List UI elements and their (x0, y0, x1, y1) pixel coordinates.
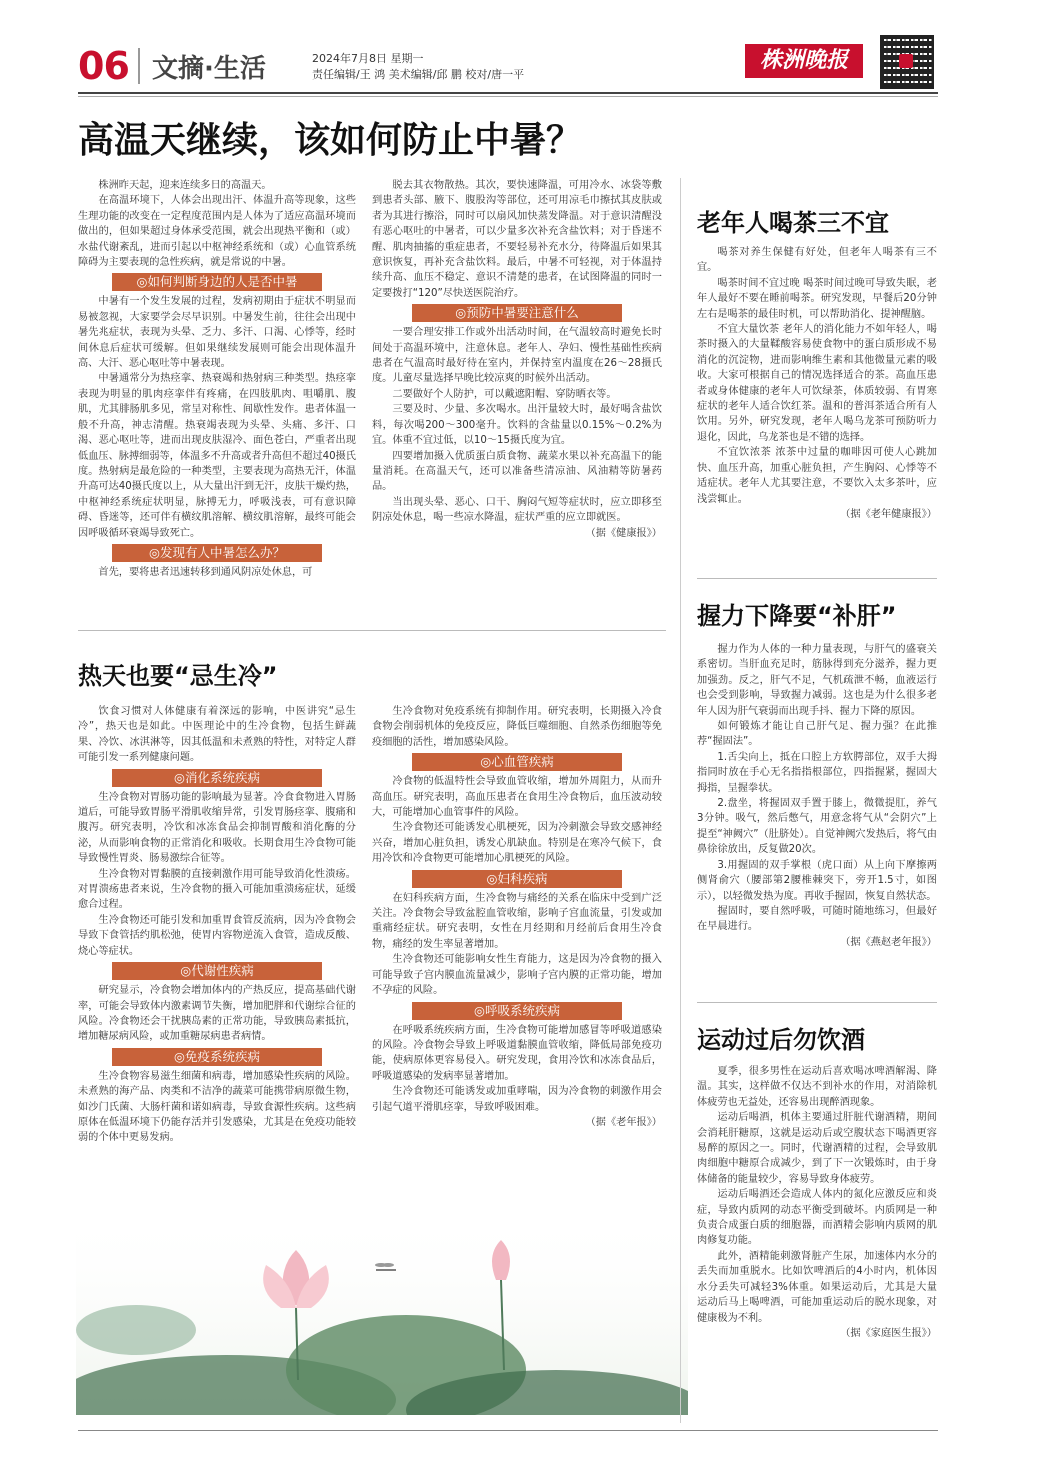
main-article-col2 (372, 178, 662, 541)
paragraph: 株洲昨天起，迎来连续多日的高温天。 (98, 180, 272, 191)
source-credit: （据《家庭医生报》） (840, 1327, 937, 1339)
paragraph: 二要做好个人防护，可以戴遮阳帽、穿防晒衣等。 (392, 388, 617, 400)
second-headline: 热天也要“忌生冷” (78, 662, 278, 690)
paragraph: 生冷食物对免疫系统有抑制作用。研究表明，长期摄入冷食食物会削弱机体的免疫反应，降低巨噬细胞、自然杀伤细胞等免疫细胞的活性，增加感染风险。 (372, 706, 662, 748)
paragraph: 生冷食物对胃黏膜的直接刺激作用可能导致消化性溃疡。对胃溃疡患者来说，生冷食物的摄入可能加重溃疡症状，延缓愈合过程。 (78, 868, 356, 911)
paragraph: 脱去其衣物散热。其次，要快速降温，可用冷水、冰袋等敷到患者头部、腋下、腹股沟等部位，还可用凉毛巾擦拭其皮肤或者为其进行擦浴，同时可以扇风加快蒸发降温。对于意识清醒没有恶心呕吐的中暑者，可以少量多次补充含盐饮料；对于昏迷不醒、肌肉抽搐的重症患者，不要轻易补充水分，待降温后如果其意识恢复，再补充含盐饮料。最后，中暑不可轻视，对于体温持续升高、血压不稳定、意识不清楚的患者，在试图降温的同时一定要拨打“120”尽快送医院治疗。 (372, 180, 662, 299)
alcohol-headline: 运动过后勿饮酒 (697, 1026, 865, 1054)
paragraph: 生冷食物还可能诱发或加重哮喘，因为冷食物的刺激作用会引起气道平滑肌痉挛，导致呼吸困难。 (372, 1086, 662, 1113)
paragraph: 生冷食物还可能诱发心肌梗死，因为冷刺激会导致交感神经兴奋，增加心脏负担，诱发心肌缺血。特别是在寒冷气候下，食用冷饮和冷食物更可能增加心肌梗死的风险。 (372, 822, 662, 865)
paragraph: 不宜大量饮茶 老年人的消化能力不如年轻人，喝茶时摄入的大量鞣酸容易使食物中的蛋白质形成不易消化的沉淀物，进而影响维生素和其他微量元素的吸收。大家可根据自己的情况选择适合的茶。高血压患者或身体健康的老年人可饮绿茶，体质较弱、有胃寒症状的老年人适合饮红茶。温和的普洱茶适合所有人饮用。另外，研究发现，老年人喝乌龙茶可预防听力退化，因此，乌龙茶也是不错的选择。 (697, 324, 937, 443)
issue-date: 2024年7月8日 星期一 (312, 52, 424, 65)
staff-credits: 责任编辑/王 鸿 美术编辑/邱 鹏 校对/唐一平 (312, 68, 525, 81)
paragraph: 三要及时、少量、多次喝水。出汗量较大时，最好喝含盐饮料，每次喝200～300毫升。饮料的含盐量以0.15%～0.2%为宜。体重不宜过低，以10～15摄氏度为宜。 (372, 404, 662, 447)
paragraph: 生冷食物容易滋生细菌和病毒，增加感染性疾病的风险。未煮熟的海产品、肉类和不洁净的蔬菜可能携带病原微生物，如沙门氏菌、大肠杆菌和诺如病毒，导致食源性疾病。这些病原体在低温环境下仍能存活并引发感染，尤其是在免疫功能较弱的个体中更易发病。 (78, 1070, 356, 1144)
article-divider (697, 578, 937, 579)
paragraph: 一要合理安排工作或外出活动时间，在气温较高时避免长时间处于高温环境中，注意休息。老年人、孕妇、慢性基础性疾病患者在气温高时最好待在室内，并保持室内温度在26～28摄氏度。儿童尽量选择早晚比较凉爽的时候外出活动。 (372, 327, 662, 385)
paragraph: 不宜饮浓茶 浓茶中过量的咖啡因可使人心跳加快、血压升高，加重心脏负担，产生胸闷、心悸等不适症状。老年人尤其要注意，不要饮入太多茶叶，应浅尝辄止。 (697, 447, 937, 505)
lotus-leaf (76, 1305, 196, 1355)
paragraph: 如何锻炼才能让自己肝气足、握力强？在此推荐“握固法”。 (697, 721, 937, 748)
paragraph: 运动后喝酒，机体主要通过肝脏代谢酒精，期间会消耗肝糖原，这就是运动后或空腹状态下喝酒更容易醉的原因之一。同时，代谢酒精的过程，会导致肌肉细胞中糖原合成减少，到了下一次锻炼时，由于身体储备的能量较少，容易导致身体疲劳。 (697, 1112, 937, 1185)
paragraph: 中暑有一个发生发展的过程，发病初期由于症状不明显而易被忽视，大家要学会尽早识别。中暑发生前，往往会出现中暑先兆症状，表现为头晕、乏力、多汗、口渴、心悸等，经时间休息后症状可缓解。但如果继续发展则可能会出现体温升高、大汗、恶心呕吐等中暑表现。 (78, 296, 356, 370)
paragraph: 2.盘坐，将握固双手置于膝上，微微提肛，养气3分钟。吸气，然后憋气，用意念将气从“会阴穴”上提至“神阙穴”（肚脐处）。自觉神阙穴发热后，将气由鼻徐徐放出，反复做20次。 (697, 798, 937, 856)
page-number: 06 (78, 44, 129, 88)
masthead-logo[interactable]: 株洲晚报 (745, 44, 863, 78)
source-credit: （据《老年健康报》） (840, 508, 937, 520)
subheading: ◎消化系统疾病 (112, 769, 322, 787)
paragraph: 3.用握固的双手掌根（虎口面）从上向下摩擦两侧肾俞穴（腰部第2腰椎棘突下，旁开1.5寸，如图示），以轻微发热为度。再收手握固，恢复自然状态。 (697, 859, 937, 902)
column-divider (680, 178, 681, 1423)
paragraph: 当出现头晕、恶心、口干、胸闷气短等症状时，应立即移至阴凉处休息，喝一些凉水降温，症状严重的应立即就医。 (372, 496, 662, 524)
second-article-col2 (372, 704, 662, 1130)
subheading: ◎呼吸系统疾病 (412, 1002, 622, 1020)
subheading: ◎发现有人中暑怎么办？ (112, 544, 322, 562)
paragraph: 1.舌尖向上，抵在口腔上方软腭部位，双手大拇指同时放在手心无名指指根部位，四指握紧，握固大拇指，呈握拳状。 (697, 751, 937, 794)
paragraph: 生冷食物还可能影响女性生育能力，这是因为冷食物的摄入可能导致子宫内膜血流量减少，影响子宫内膜的正常功能，增加不孕症的风险。 (372, 954, 662, 997)
subheading: ◎预防中暑要注意什么 (412, 304, 622, 322)
paragraph: 在妇科疾病方面，生冷食物与痛经的关系在临床中受到广泛关注。冷食物会导致盆腔血管收缩，影响子宫血流量，引发或加重痛经症状。研究表明，女性在月经期和月经前后食用生冷食物，痛经的发生率显著增加。 (372, 892, 662, 950)
source-credit: （据《老年报》） (585, 1116, 662, 1128)
paragraph: 此外，酒精能刺激肾脏产生尿，加速体内水分的丢失而加重脱水。比如饮啤酒后的4小时内，机体因水分丢失可减轻3%体重。如果运动后，尤其是大量运动后马上喝啤酒，可能加重运动后的脱水现象，对健康极为不利。 (697, 1250, 937, 1324)
paragraph: 握力作为人体的一种力量表现，与肝气的盛衰关系密切。当肝血充足时，筋脉得到充分滋养，握力更加强劲。反之，肝气不足，气机疏泄不畅，血液运行也会受到影响，导致握力减弱。这也是为什么很多老年人因为肝气衰弱而出现手抖、握力下降的原因。 (697, 644, 937, 717)
grip-article-body (697, 642, 937, 950)
subheading: ◎如何判断身边的人是否中暑 (112, 273, 322, 291)
subheading: ◎免疫系统疾病 (112, 1048, 322, 1066)
paragraph: 运动后喝酒还会造成人体内的氮化应激反应和炎症，导致内质网的动态平衡受到破坏。内质网是一种负责合成蛋白质的细胞器，而酒精会影响内质网的肌肉修复功能。 (697, 1189, 937, 1247)
paragraph: 四要增加摄入优质蛋白质食物、蔬菜水果以补充高温下的能量消耗。在高温天气，还可以准备些清凉油、风油精等防暑药品。 (372, 450, 662, 493)
paragraph: 在高温环境下，人体会出现出汗、体温升高等现象，这些生理功能的改变在一定程度范围内是人体为了适应高温环境而做出的，但如果超过身体承受范围，就会出现热平衡和（或）水盐代谢紊乱，进而引起以中枢神经系统和（或）心血管系统障碍为主要表现的急性疾病，就是常说的中暑。 (78, 195, 356, 269)
dateline (312, 51, 524, 83)
paragraph: 喝茶时间不宜过晚 喝茶时间过晚可导致失眠，老年人最好不要在睡前喝茶。研究发现，早餐后20分钟左右是喝茶的最佳时机，可以帮助消化、提神醒脑。 (697, 277, 937, 320)
paragraph: 首先，要将患者迅速转移到通风阴凉处休息，可 (98, 566, 313, 578)
source-credit: （据《健康报》） (585, 527, 662, 539)
lotus-illustration (76, 1210, 688, 1415)
header-divider (138, 48, 140, 84)
paragraph: 握固时，要自然呼吸，可随时随地练习，但最好在早晨进行。 (697, 905, 937, 933)
source-credit: （据《燕赵老年报》） (840, 936, 937, 948)
header-rule (78, 92, 938, 94)
paragraph: 在呼吸系统疾病方面，生冷食物可能增加感冒等呼吸道感染的风险。冷食物会导致上呼吸道黏膜血管收缩，降低局部免疫功能，使病原体更容易侵入。研究发现，食用冷饮和冰冻食品后，呼吸道感染的发病率显著增加。 (372, 1024, 662, 1082)
paragraph: 中暑通常分为热痉挛、热衰竭和热射病三种类型。热痉挛表现为明显的肌肉痉挛伴有疼痛，在四肢肌肉、咀嚼肌、腹肌，尤其腓肠肌多见，常呈对称性、间歇性发作。患者体温一般不升高，神志清醒。热衰竭表现为头晕、头痛、多汗、口渴、恶心呕吐等，进而出现皮肤湿冷、面色苍白，严重者出现低血压、脉搏细弱等，体温多不升高或者升高但不超过40摄氏度。热射病是最危险的一种类型，主要表现为高热无汗，体温升高可达40摄氏度以上，从大量出汗到无汗，皮肤干燥灼热，中枢神经系统症状明显，脉搏无力，呼吸浅表，可有意识障碍、昏迷等，还可伴有横纹肌溶解、横纹肌溶解，最终可能会因呼吸循环衰竭导致死亡。 (78, 373, 356, 539)
paragraph: 饮食习惯对人体健康有着深远的影响，中医讲究“忌生冷”，热天也是如此。中医理论中的生冷食物，包括生鲜蔬果、冷饮、冰淇淋等，因其低温和未煮熟的特性，对特定人群可能引发一系列健康问题。 (78, 706, 356, 764)
paragraph: 冷食物的低温特性会导致血管收缩，增加外周阻力，从而升高血压。研究表明，高血压患者在食用生冷食物后，血压波动较大，可能增加心血管事件的风险。 (372, 776, 662, 819)
article-divider (697, 1002, 937, 1003)
paragraph: 生冷食物还可能引发和加重胃食管反流病，因为冷食物会导致下食管括约肌松弛，使胃内容物逆流入食管，造成反酸、烧心等症状。 (78, 914, 356, 957)
subheading: ◎代谢性疾病 (112, 962, 322, 980)
section-name: 文摘·生活 (152, 54, 266, 84)
grip-headline: 握力下降要“补肝” (697, 602, 897, 630)
second-article-col1 (78, 704, 356, 1146)
main-article-col1 (78, 178, 356, 580)
paragraph: 研究显示，冷食物会增加体内的产热反应，提高基础代谢率，可能会导致体内激素调节失衡，增加肥胖和代谢综合征的风险。冷食物还会干扰胰岛素的正常功能，导致胰岛素抵抗，增加糖尿病风险，或加重糖尿病患者病情。 (78, 985, 356, 1043)
subheading: ◎妇科疾病 (412, 870, 622, 888)
main-headline: 高温天继续，该如何防止中暑？ (78, 120, 583, 161)
paragraph: 喝茶对养生保健有好处，但老年人喝茶有三不宜。 (697, 247, 937, 274)
tea-headline: 老年人喝茶三不宜 (697, 209, 889, 237)
paragraph: 夏季，很多男性在运动后喜欢喝冰啤酒解渴、降温。其实，这样做不仅达不到补水的作用，对消除机体疲劳也无益处，还容易出现醉酒现象。 (697, 1066, 937, 1108)
paragraph: 生冷食物对胃肠功能的影响最为显著。冷食食物进入胃肠道后，可能导致胃肠平滑肌收缩异常，引发胃肠痉挛、腹痛和腹泻。研究表明，冷饮和冰冻食品会抑制胃酸和消化酶的分泌，从而影响食物的正常消化和吸收。长期食用生冷食物可能导致慢性胃炎、肠易激综合征等。 (78, 791, 356, 865)
article-divider (78, 630, 666, 631)
alcohol-article-body (697, 1064, 937, 1341)
footer-rule (78, 1430, 938, 1431)
subheading: ◎心血管疾病 (412, 753, 622, 771)
header-rule-thin (78, 96, 938, 97)
tea-article-body (697, 245, 937, 522)
qr-logo-icon (899, 54, 913, 68)
